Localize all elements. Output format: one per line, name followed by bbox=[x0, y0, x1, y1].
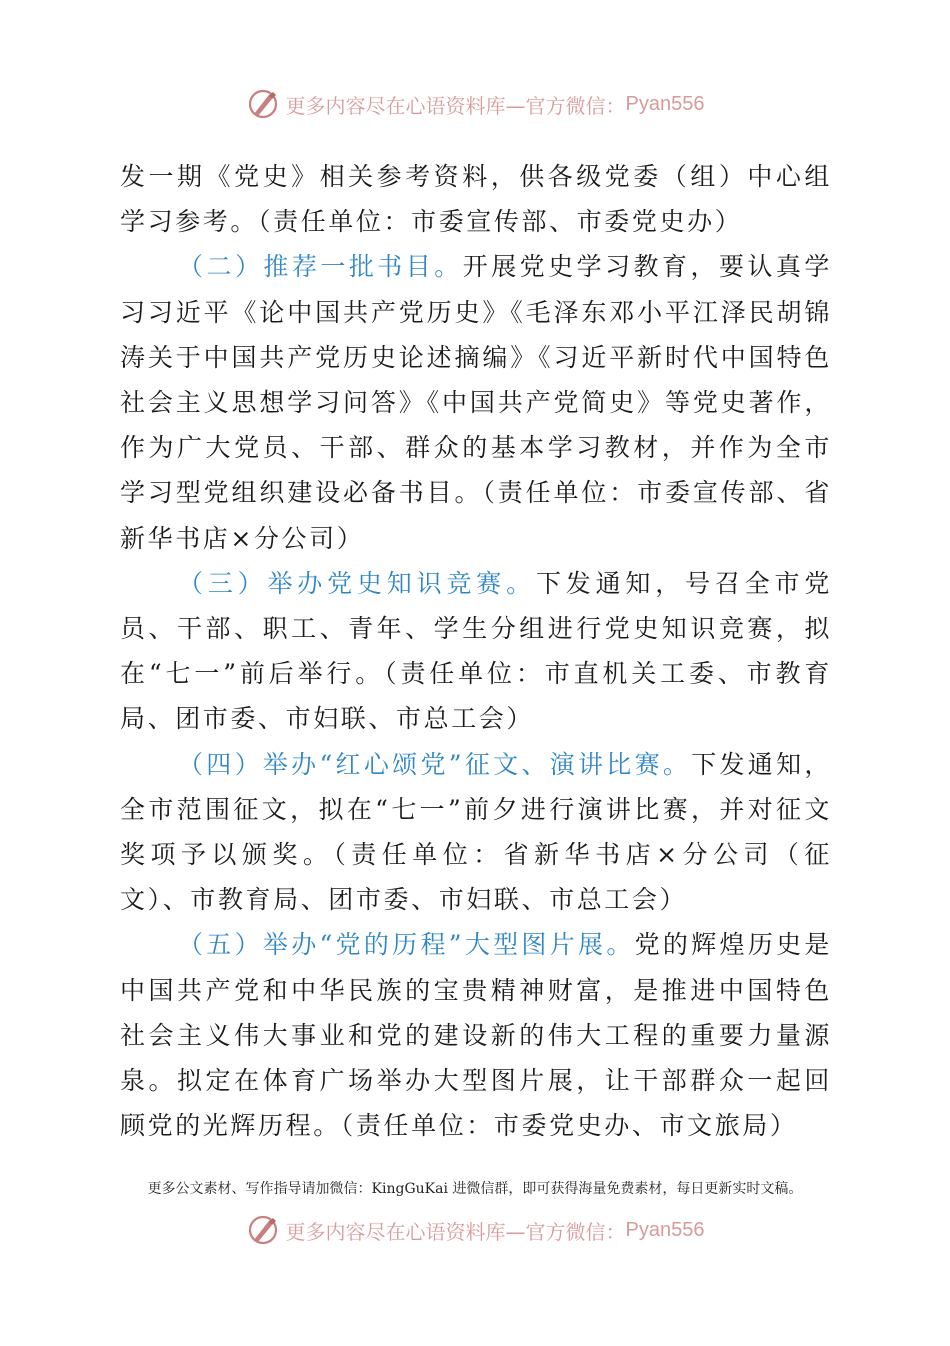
section-heading: （五）举办“党的历程”大型图片展。 bbox=[178, 930, 635, 960]
section-heading: （二）推荐一批书目。 bbox=[178, 252, 463, 282]
paragraph-text: 下发通知，号召全市党员、干部、职工、青年、学生分组进行党史知识竞赛，拟在“七一”前后举行。（责任单位：市直机关工委、市教育局、团市委、市妇联、市总工会） bbox=[120, 568, 832, 734]
footer-note: 更多公文素材、写作指导请加微信：KingGuKai 进微信群，即可获得海量免费素材，每日更新实时文稿。 bbox=[147, 1181, 803, 1197]
watermark-id: Pyan556 bbox=[625, 92, 705, 115]
pen-logo-icon bbox=[246, 87, 280, 121]
paragraph-2 bbox=[120, 244, 832, 560]
section-heading: （四）举办“红心颂党”征文、演讲比赛。 bbox=[178, 749, 692, 779]
paragraph-3 bbox=[120, 561, 832, 742]
watermark-header bbox=[0, 84, 950, 124]
paragraph-5 bbox=[120, 922, 832, 1148]
pen-logo-icon bbox=[246, 1213, 280, 1247]
watermark-text: 更多内容尽在心语资料库—官方微信： bbox=[285, 1219, 626, 1244]
paragraph-1 bbox=[120, 154, 832, 244]
paragraph-text: 发一期《党史》相关参考资料，供各级党委（组）中心组学习参考。（责任单位：市委宣传部、市委党史办） bbox=[120, 162, 832, 237]
paragraph-text: 下发通知，全市范围征文，拟在“七一”前夕进行演讲比赛，并对征文奖项予以颁奖。（责任单位：省新华书店×分公司（征文）、市教育局、团市委、市妇联、市总工会） bbox=[120, 749, 832, 915]
watermark-footer bbox=[0, 1210, 950, 1250]
paragraph-text: 党的辉煌历史是中国共产党和中华民族的宝贵精神财富，是推进中国特色社会主义伟大事业和党的建设新的伟大工程的重要力量源泉。拟定在体育广场举办大型图片展，让干部群众一起回顾党的光辉历程。（责任单位：市委党史办、市文旅局） bbox=[120, 930, 833, 1141]
paragraph-4 bbox=[120, 742, 832, 923]
paragraph-text: 开展党史学习教育，要认真学习习近平《论中国共产党历史》《毛泽东邓小平江泽民胡锦涛关于中国共产党历史论述摘编》《习近平新时代中国特色社会主义思想学习问答》《中国共产党简史》等党史著作，作为广大党员、干部、群众的基本学习教材，并作为全市学习型党组织建设必备书目。（责任单位：市委宣传部、省新华书店×分公司） bbox=[120, 252, 832, 553]
watermark-id: Pyan556 bbox=[625, 1218, 705, 1241]
document-body bbox=[120, 154, 832, 1148]
watermark-text: 更多内容尽在心语资料库—官方微信： bbox=[285, 93, 626, 118]
section-heading: （三）举办党史知识竞赛。 bbox=[178, 568, 536, 598]
